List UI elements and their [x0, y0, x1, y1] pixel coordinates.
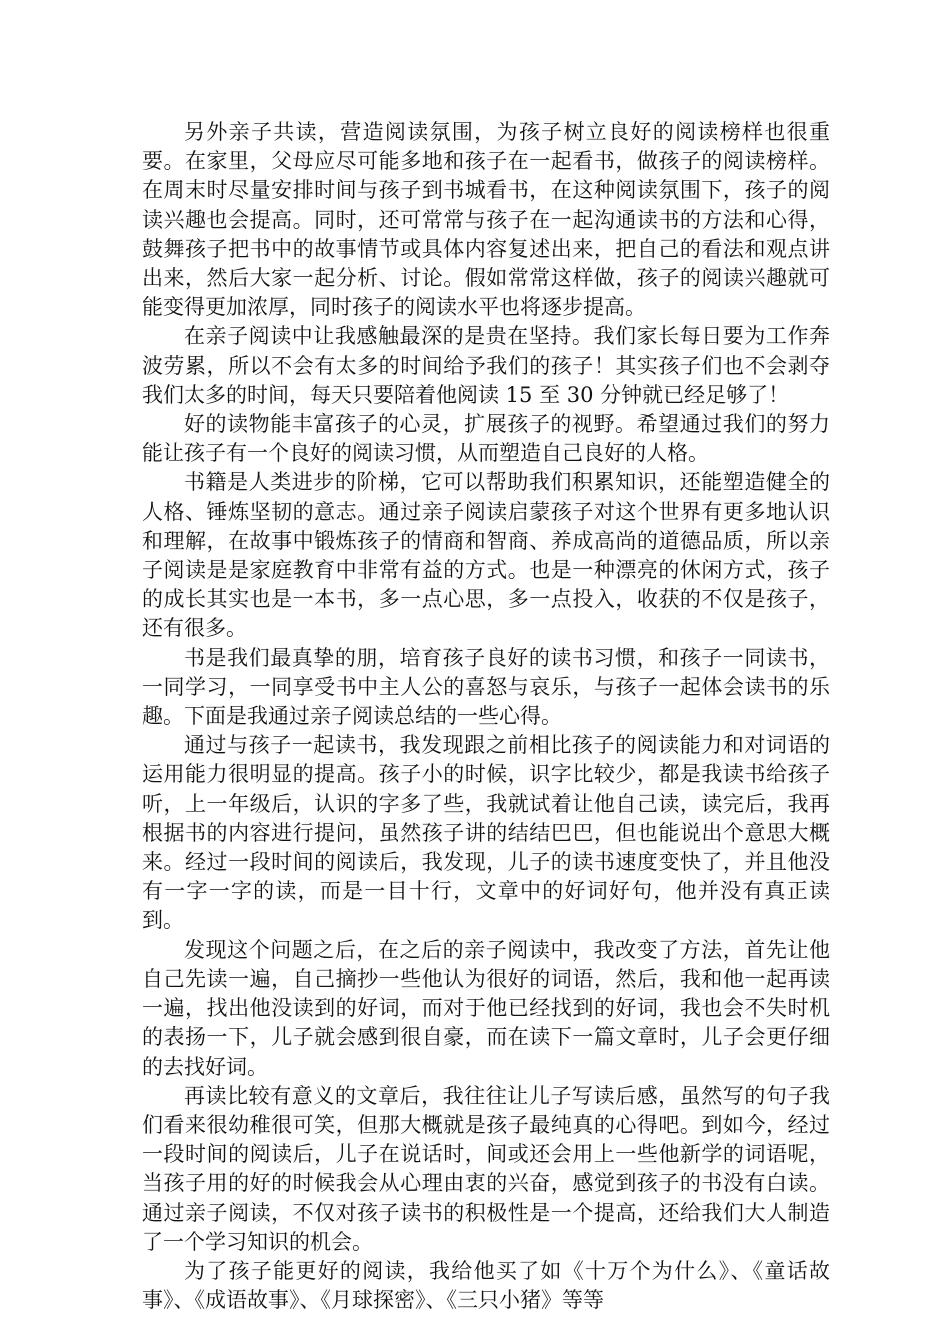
paragraph: 书籍是人类进步的阶梯，它可以帮助我们积累知识，还能塑造健全的人格、锤炼坚韧的意志。通过亲子阅读启蒙孩子对这个世界有更多地认识和理解，在故事中锻炼孩子的情商和智商、养成高尚的道德品质，所以亲子阅读是是家庭教育中非常有益的方式。也是一种漂亮的休闲方式，孩子的成长其实也是一本书，多一点心思，多一点投入，收获的不仅是孩子，还有很多。 [142, 470, 830, 641]
paragraph: 在亲子阅读中让我感触最深的是贵在坚持。我们家长每日要为工作奔波劳累，所以不会有太多的时间给予我们的孩子！其实孩子们也不会剥夺我们太多的时间，每天只要陪着他阅读 15 至 30 分钟就已经足够了！ [142, 324, 830, 407]
paragraph: 为了孩子能更好的阅读，我给他买了如《十万个为什么》、《童话故事》、《成语故事》、《月球探密》、《三只小猪》等等 [142, 1258, 830, 1313]
paragraph: 另外亲子共读，营造阅读氛围，为孩子树立良好的阅读榜样也很重要。在家里，父母应尽可能多地和孩子在一起看书，做孩子的阅读榜样。在周末时尽量安排时间与孩子到书城看书，在这种阅读氛围下，孩子的阅读兴趣也会提高。同时，还可常常与孩子在一起沟通读书的方法和心得，鼓舞孩子把书中的故事情节或具体内容复述出来，把自己的看法和观点讲出来，然后大家一起分析、讨论。假如常常这样做，孩子的阅读兴趣就可能变得更加浓厚，同时孩子的阅读水平也将逐步提高。 [142, 120, 830, 320]
paragraph: 通过与孩子一起读书，我发现跟之前相比孩子的阅读能力和对词语的运用能力很明显的提高。孩子小的时候，识字比较少，都是我读书给孩子听，上一年级后，认识的字多了些，我就试着让他自己读，读完后，我再根据书的内容进行提问，虽然孩子讲的结结巴巴，但也能说出个意思大概来。经过一段时间的阅读后，我发现，儿子的读书速度变快了，并且他没有一字一字的读，而是一目十行，文章中的好词好句，他并没有真正读到。 [142, 733, 830, 933]
paragraph: 好的读物能丰富孩子的心灵，扩展孩子的视野。希望通过我们的努力能让孩子有一个良好的阅读习惯，从而塑造自己良好的人格。 [142, 412, 830, 466]
paragraph: 再读比较有意义的文章后，我往往让儿子写读后感，虽然写的句子我们看来很幼稚很可笑，但那大概就是孩子最纯真的心得吧。到如今，经过一段时间的阅读后，儿子在说话时，间或还会用上一些他新学的词语呢，当孩子用的好的时候我会从心理由衷的兴奋，感觉到孩子的书没有白读。通过亲子阅读，不仅对孩子读书的积极性是一个提高，还给我们大人制造了一个学习知识的机会。 [142, 1083, 830, 1254]
document-body [142, 118, 830, 1315]
paragraph: 书是我们最真挚的朋，培育孩子良好的读书习惯，和孩子一同读书，一同学习，一同享受书中主人公的喜怒与哀乐，与孩子一起体会读书的乐趣。下面是我通过亲子阅读总结的一些心得。 [142, 645, 830, 729]
paragraph: 发现这个问题之后，在之后的亲子阅读中，我改变了方法，首先让他自己先读一遍，自己摘抄一些他认为很好的词语，然后，我和他一起再读一遍，找出他没读到的好词，而对于他已经找到的好词，我也会不失时机的表扬一下，儿子就会感到很自豪，而在读下一篇文章时，儿子会更仔细的去找好词。 [142, 937, 830, 1079]
